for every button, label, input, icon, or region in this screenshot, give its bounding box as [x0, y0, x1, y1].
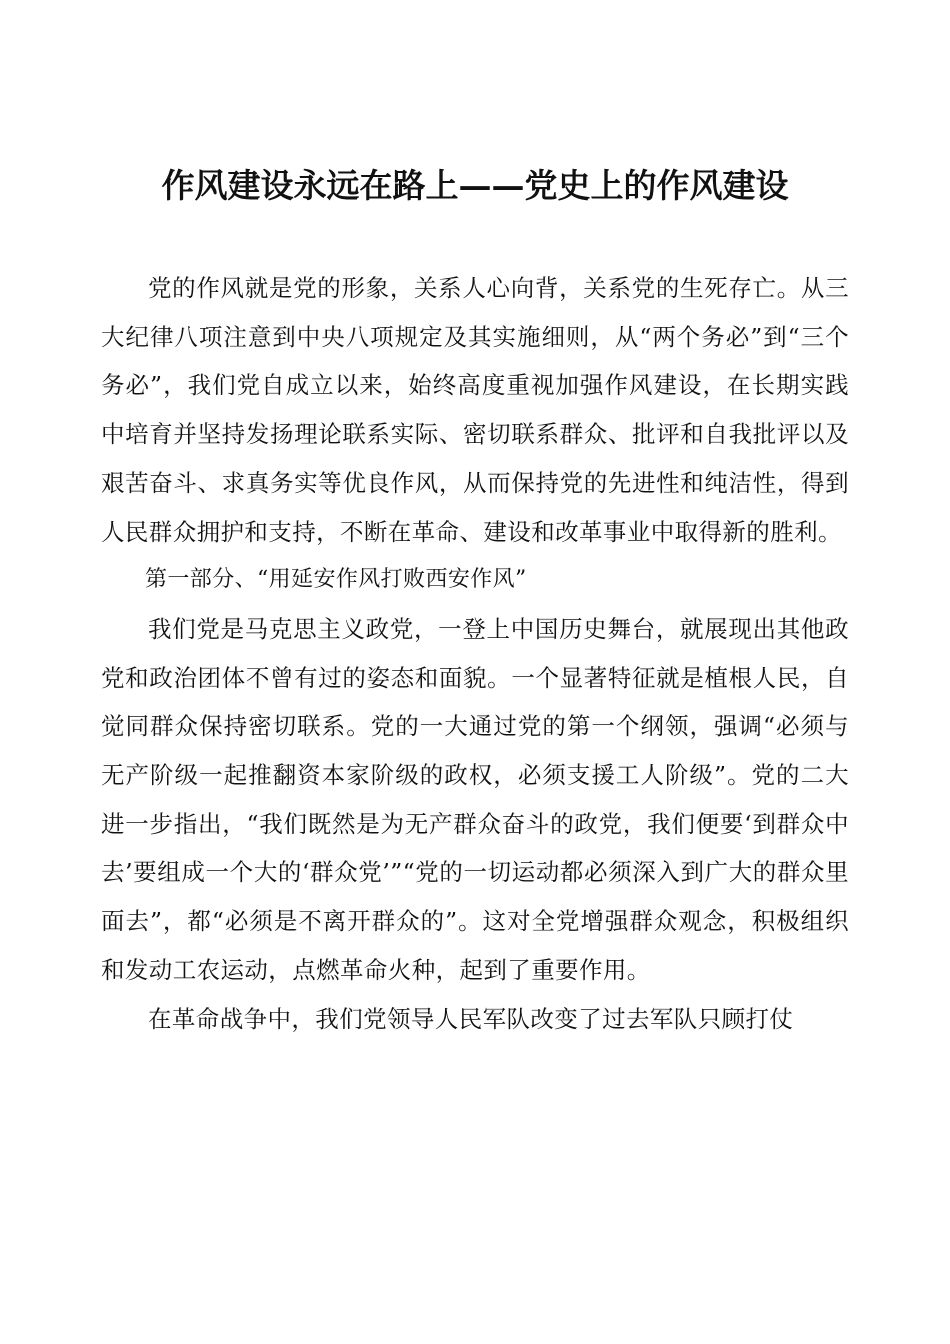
section-heading: 第一部分、“用延安作风打败西安作风”: [145, 567, 527, 593]
paragraph-party-history: 我们党是马克思主义政党，一登上中国历史舞台，就展现出其他政党和政治团体不曾有过的姿态和面貌。一个显著特征就是植根人民，自觉同群众保持密切联系。党的一大通过党的第一个纲领，强调“必须与无产阶级一起推翻资本家阶级的政权，必须支援工人阶级”。党的二大进一步指出，“我们既然是为无产群众奋斗的政党，我们便要‘到群众中去’要组成一个大的‘群众党’”“党的一切运动都必须深入到广大的群众里面去”，都“必须是不离开群众的”。这对全党增强群众观念，积极组织和发动工农运动，点燃革命火种，起到了重要作用。: [101, 614, 849, 984]
document-title: 作风建设永远在路上——党史上的作风建设: [161, 166, 789, 205]
paragraph-revolutionary-war: 在革命战争中，我们党领导人民军队改变了过去军队只顾打仗: [148, 1004, 794, 1033]
paragraph-intro: 党的作风就是党的形象，关系人心向背，关系党的生死存亡。从三大纪律八项注意到中央八项规定及其实施细则，从“两个务必”到“三个务必”，我们党自成立以来，始终高度重视加强作风建设，在长期实践中培育并坚持发扬理论联系实际、密切联系群众、批评和自我批评以及艰苦奋斗、求真务实等优良作风，从而保持党的先进性和纯洁性，得到人民群众拥护和支持，不断在革命、建设和改革事业中取得新的胜利。: [101, 274, 849, 546]
document-body: [101, 264, 849, 1043]
